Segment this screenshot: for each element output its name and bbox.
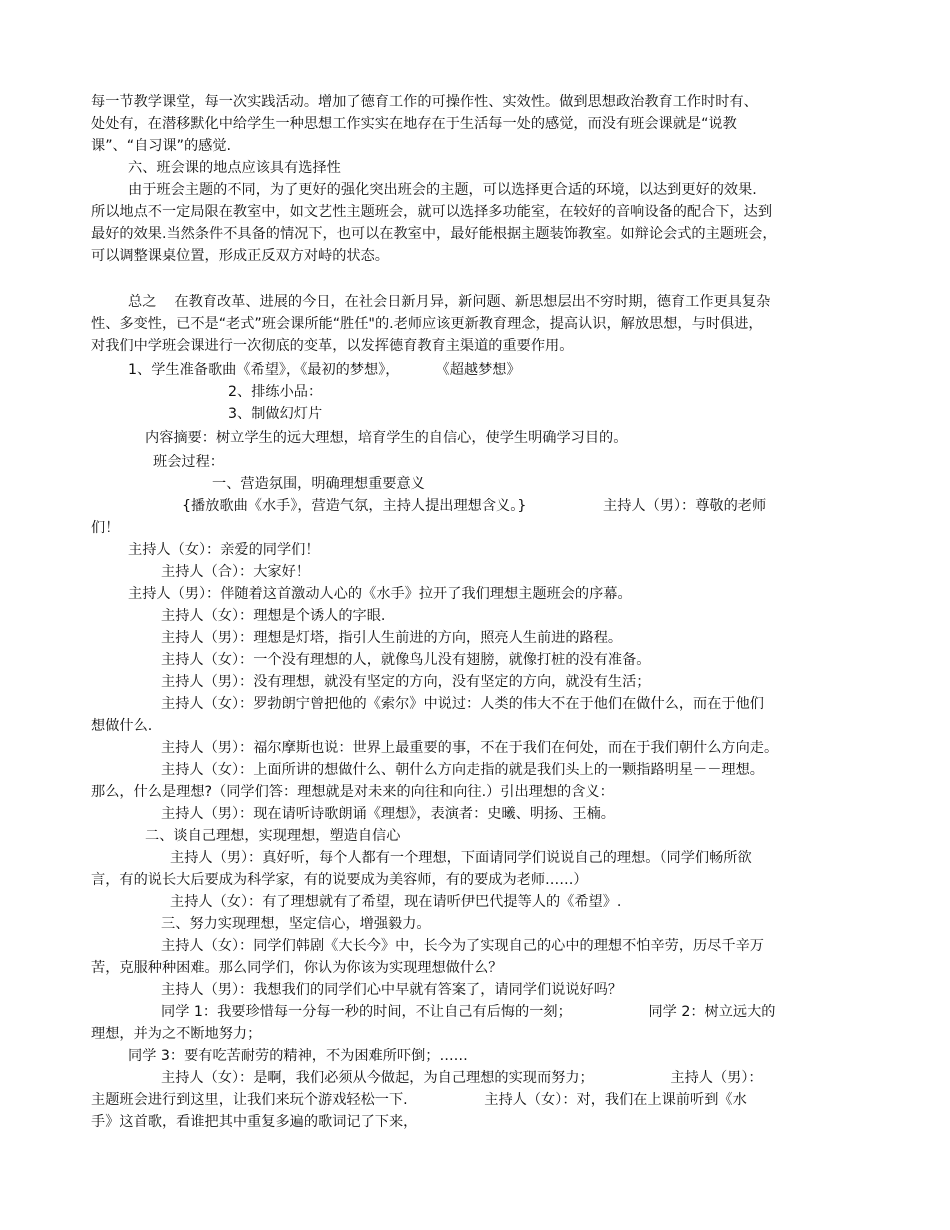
dialogue-line: 主持人（女）：同学们韩剧《大长今》中，长今为了实现自己的心中的理想不怕辛劳，历尽千辛万 xyxy=(161,938,764,954)
dialogue-line: 同学 3：要有吃苦耐劳的精神，不为困难所吓倒；…… xyxy=(128,1048,468,1064)
dialogue-line: 主持人（女）：一个没有理想的人，就像鸟儿没有翅膀，就像打桩的没有准备。 xyxy=(161,652,651,668)
dialogue-line: 主持人（男）：伴随着这首激动人心的《水手》拉开了我们理想主题班会的序幕。 xyxy=(128,586,632,602)
text-line: 想做什么. xyxy=(91,718,153,734)
text-line: 每一节教学课堂，每一次实践活动。增加了德育工作的可操作性、实效性。做到思想政治教育工作时时有、 xyxy=(91,94,758,110)
dialogue-line: 主持人（男）：没有理想，就没有坚定的方向，没有坚定的方向，就没有生活； xyxy=(161,674,651,690)
list-item: 1、学生准备歌曲《希望》，《最初的梦想》， 《超越梦想》 xyxy=(128,362,521,378)
dialogue-line: 主持人（女）：上面所讲的想做什么、朝什么方向走指的就是我们头上的一颗指路明星－－理想。 xyxy=(161,762,764,778)
text-line: 由于班会主题的不同，为了更好的强化突出班会的主题，可以选择更合适的环境，以达到更好的效果. xyxy=(128,182,757,198)
text-line: 理想，并为之不断地努力； xyxy=(91,1026,262,1042)
dialogue-line: 主持人（女）：是啊，我们必须从今做起，为自己理想的实现而努力； 主持人（男）： xyxy=(161,1070,763,1086)
dialogue-line: 主持人（男）：现在请听诗歌朗诵《理想》，表演者：史曦、明扬、王楠。 xyxy=(161,806,615,822)
text-line: 处处有，在潜移默化中给学生一种思想工作实实在地存在于生活每一处的感觉，而没有班会课就是“说教 xyxy=(91,116,737,132)
dialogue-line: 主持人（合）：大家好！ xyxy=(161,564,310,580)
text-line: 那么，什么是理想?（同学们答：理想就是对未来的向往和向往.）引出理想的含义： xyxy=(91,784,614,800)
text-line: 最好的效果.当然条件不具备的情况下，也可以在教室中，最好能根据主题装饰教室。如辩论会式的主题班会， xyxy=(91,226,777,242)
dialogue-line: 主持人（女）：有了理想就有了希望，现在请听伊巴代提等人的《希望》. xyxy=(170,894,622,910)
dialogue-line: 主持人（女）：理想是个诱人的字眼. xyxy=(161,608,386,624)
section-heading: 三、努力实现理想，坚定信心，增强毅力。 xyxy=(161,916,431,932)
text-line: {播放歌曲《水手》，营造气氛，主持人提出理想含义。} 主持人（男）：尊敬的老师 xyxy=(182,498,767,514)
dialogue-line: 主持人（男）：真好听，每个人都有一个理想，下面请同学们说说自己的理想。（同学们畅所欲 xyxy=(170,850,752,866)
section-heading: 二、谈自己理想，实现理想，塑造自信心 xyxy=(145,828,401,844)
summary-line: 内容摘要：树立学生的远大理想，培育学生的自信心，使学生明确学习目的。 xyxy=(145,430,628,446)
text-line: 可以调整课桌位置，形成正反双方对峙的状态。 xyxy=(91,248,389,264)
text-line: 言，有的说长大后要成为科学家，有的说要成为美容师，有的要成为老师……） xyxy=(91,872,588,888)
text-line: 性、多变性，已不是“老式”班会课所能“胜任"的.老师应该更新教育理念，提高认识，解放思想，与时俱进， xyxy=(91,316,763,332)
section-heading: 六、班会课的地点应该具有选择性 xyxy=(128,160,341,176)
list-item: 3、制做幻灯片 xyxy=(228,406,323,422)
text-line: 班会过程： xyxy=(153,454,224,470)
text-line: 们！ xyxy=(91,520,120,536)
text-line: 主题班会进行到这里，让我们来玩个游戏轻松一下. 主持人（女）：对，我们在上课前听到《水 xyxy=(91,1092,747,1108)
section-heading: 一、营造氛围，明确理想重要意义 xyxy=(212,476,425,492)
dialogue-line: 同学 1：我要珍惜每一分每一秒的时间，不让自己有后悔的一刻； 同学 2：树立远大的 xyxy=(161,1004,776,1020)
text-line: 苦，克服种种困难。那么同学们，你认为你该为实现理想做什么？ xyxy=(91,960,503,976)
dialogue-line: 主持人（女）：罗勃朗宁曾把他的《索尔》中说过：人类的伟大不在于他们在做什么，而在于他们 xyxy=(161,696,764,712)
text-line: 总之 在教育改革、进展的今日，在社会日新月异，新问题、新思想层出不穷时期，德育工作更具复杂 xyxy=(128,294,771,310)
dialogue-line: 主持人（女）：亲爱的同学们！ xyxy=(128,542,320,558)
text-line: 对我们中学班会课进行一次彻底的变革，以发挥德育教育主渠道的重要作用。 xyxy=(91,338,574,354)
text-line: 手》这首歌，看谁把其中重复多遍的歌词记了下来， xyxy=(91,1114,418,1130)
dialogue-line: 主持人（男）：我想我们的同学们心中早就有答案了，请同学们说说好吗？ xyxy=(161,982,623,998)
text-line: 所以地点不一定局限在教室中，如文艺性主题班会，就可以选择多功能室，在较好的音响设备的配合下，达到 xyxy=(91,204,773,220)
list-item: 2、排练小品： xyxy=(228,384,323,400)
text-line: 课”、“自习课”的感觉. xyxy=(91,138,232,154)
dialogue-line: 主持人（男）：理想是灯塔，指引人生前进的方向，照亮人生前进的路程。 xyxy=(161,630,623,646)
dialogue-line: 主持人（男）：福尔摩斯也说：世界上最重要的事，不在于我们在何处，而在于我们朝什么方向走。 xyxy=(161,740,779,756)
